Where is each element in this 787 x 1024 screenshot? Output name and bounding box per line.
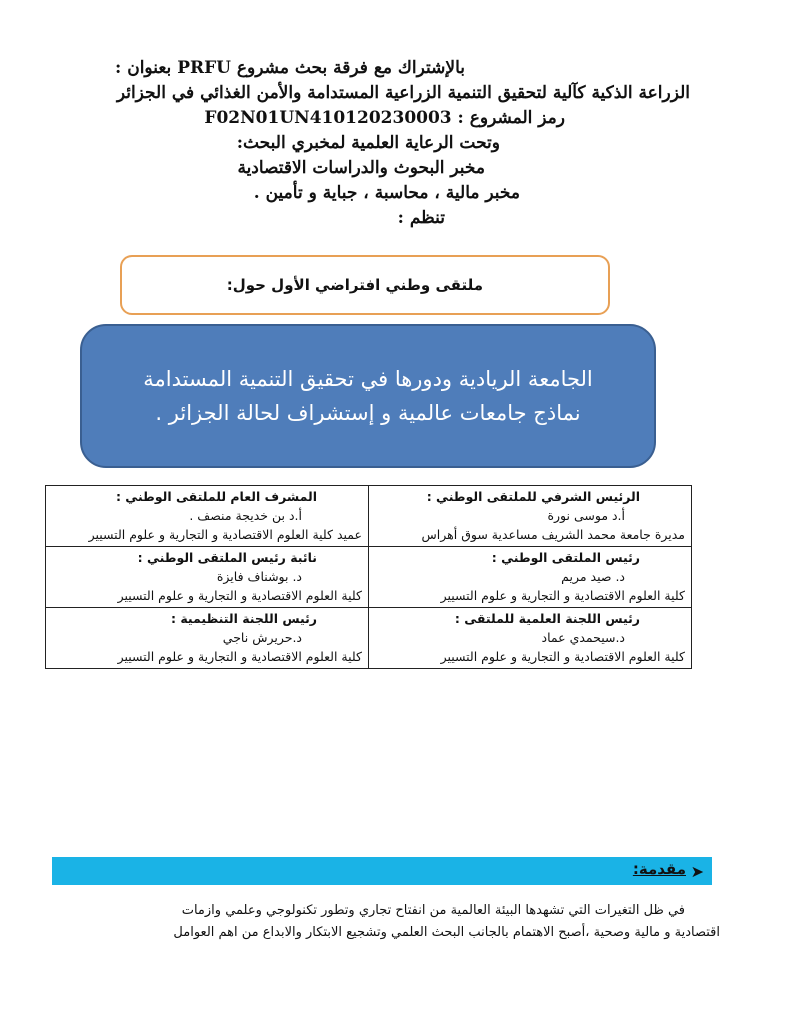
committee-table [45, 485, 692, 669]
committee-cell [369, 608, 692, 669]
member-affiliation: مديرة جامعة محمد الشريف مساعدية سوق أهراس [421, 527, 685, 542]
arrow-left-icon: ➤ [690, 862, 704, 881]
header-line-lab-1: مخبر البحوث والدراسات الاقتصادية [237, 158, 485, 178]
role-label: نائبة رئيس الملتقى الوطني : [137, 550, 317, 565]
role-label: رئيس اللجنة التنظيمية : [170, 611, 317, 626]
committee-cell [46, 547, 369, 608]
header-line-sponsorship: وتحت الرعاية العلمية لمخبري البحث: [236, 133, 500, 153]
table-row [46, 486, 692, 547]
committee-cell [46, 486, 369, 547]
committee-cell [369, 486, 692, 547]
committee-cell [369, 547, 692, 608]
header-line-lab-2: مخبر مالية ، محاسبة ، جباية و تأمين . [253, 183, 520, 203]
header-line-organizes: تنظم : [397, 208, 445, 228]
section-title: مقدمة: [632, 860, 686, 878]
member-name: د. صيد مريم [561, 569, 625, 584]
committee-cell [46, 608, 369, 669]
member-affiliation: كلية العلوم الاقتصادية و التجارية و علوم التسيير [440, 649, 685, 664]
event-type-box [120, 255, 610, 315]
member-affiliation: كلية العلوم الاقتصادية و التجارية و علوم التسيير [117, 649, 362, 664]
role-label: الرئيس الشرفي للملتقى الوطني : [426, 489, 640, 504]
table-row [46, 547, 692, 608]
table-row [46, 608, 692, 669]
intro-line-2: اقتصادية و مالية وصحية ،أصبح الاهتمام بالجانب البحث العلمي وتشجيع الابتكار والابداع من اهم العوامل [173, 925, 720, 940]
event-title-box [80, 324, 656, 468]
header-block [90, 56, 690, 231]
header-line-project-title: الزراعة الذكية كآلية لتحقيق التنمية الزراعية المستدامة والأمن الغذائي في الجزائر [116, 83, 690, 103]
event-title-line-1: الجامعة الريادية ودورها في تحقيق التنمية المستدامة [143, 367, 593, 391]
member-name: د.سيحمدي عماد [541, 630, 625, 645]
role-label: رئيس اللجنة العلمية للملتقى : [454, 611, 640, 626]
intro-paragraph [80, 900, 720, 944]
role-label: رئيس الملتقى الوطني : [491, 550, 640, 565]
member-affiliation: كلية العلوم الاقتصادية و التجارية و علوم التسيير [117, 588, 362, 603]
member-affiliation: كلية العلوم الاقتصادية و التجارية و علوم التسيير [440, 588, 685, 603]
section-heading-bar [52, 857, 712, 885]
member-name: د.حريرش ناجي [222, 630, 302, 645]
member-name: أ.د موسى نورة [547, 508, 625, 523]
member-name: أ.د بن خديجة منصف . [189, 508, 302, 523]
event-type-label: ملتقى وطني افتراضي الأول حول: [226, 276, 483, 294]
member-name: د. بوشناف فايزة [216, 569, 302, 584]
header-line-project-code: رمز المشروع : F02N01UN410120230003 [204, 108, 565, 128]
intro-line-1: في ظل التغيرات التي تشهدها البيئة العالمية من انفتاح تجاري وتطور تكنولوجي وعلمي وازمات [181, 903, 685, 918]
event-title-line-2: نماذج جامعات عالمية و إستشراف لحالة الجزائر . [155, 401, 581, 425]
member-affiliation: عميد كلية العلوم الاقتصادية و التجارية و علوم التسيير [88, 527, 362, 542]
role-label: المشرف العام للملتقى الوطني : [115, 489, 317, 504]
header-line-partnership: بالإشتراك مع فرقة بحث مشروع PRFU بعنوان : [115, 58, 465, 78]
